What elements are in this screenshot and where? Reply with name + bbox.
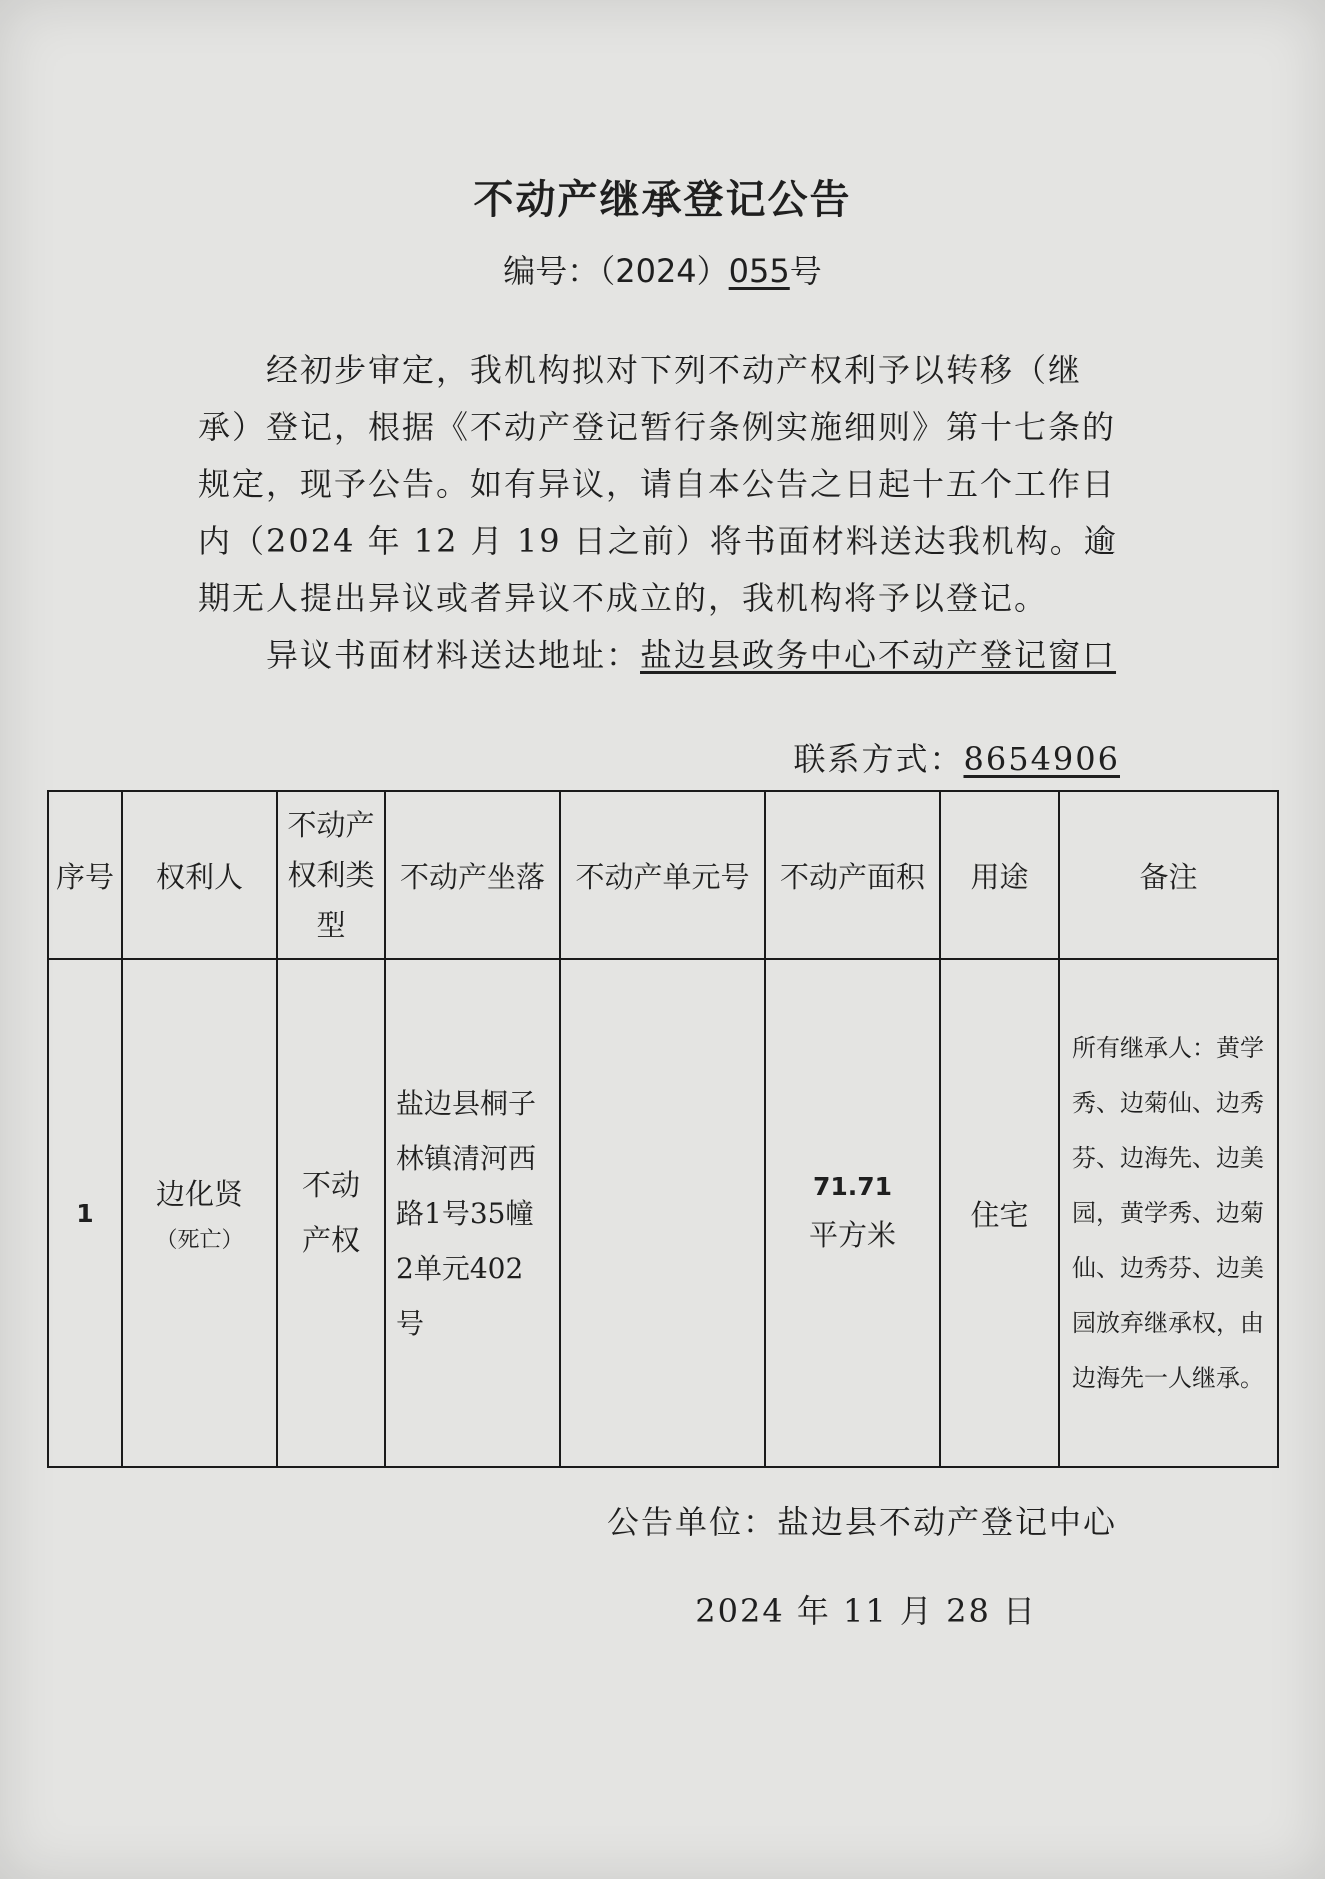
- area-unit: 平方米: [808, 1218, 896, 1252]
- objection-address-label: 异议书面材料送达地址：: [266, 636, 641, 674]
- notice-paragraph: 经初步审定，我机构拟对下列不动产权利予以转移（继承）登记，根据《不动产登记暂行条例实施细则》第十七条的规定，现予公告。如有异议，请自本公告之日起十五个工作日内（2024 年 12 月 19 日之前）将书面材料送达我机构。逾期无人提出异议或者异议不成立的，我机构将予以登记。: [198, 351, 1118, 617]
- issuer-label: 公告单位：: [606, 1503, 777, 1541]
- header-seq: 序号: [48, 791, 122, 959]
- contact-phone: 8654906: [963, 740, 1120, 778]
- notice-date: 2024 年 11 月 28 日: [695, 1592, 1037, 1630]
- area-value: 71.71: [812, 1172, 893, 1201]
- issuer: [607, 1497, 1117, 1543]
- document-number-prefix: 编号：（2024）: [503, 252, 729, 290]
- document-number: [0, 246, 1325, 292]
- header-holder: 权利人: [122, 791, 277, 959]
- holder-name: 边化贤: [155, 1177, 243, 1211]
- header-remark: 备注: [1059, 791, 1278, 959]
- table-header-row: [48, 791, 1278, 959]
- objection-address-value: 盐边县政务中心不动产登记窗口: [640, 636, 1117, 674]
- header-unit-no: 不动产单元号: [560, 791, 765, 959]
- header-location: 不动产坐落: [385, 791, 560, 959]
- cell-area: [765, 959, 940, 1467]
- contact-info: [793, 734, 1120, 780]
- objection-address: [198, 627, 1122, 684]
- notice-title: 不动产继承登记公告: [473, 177, 852, 223]
- cell-usage: 住宅: [940, 959, 1059, 1467]
- header-usage: 用途: [940, 791, 1059, 959]
- document-number-value: 055: [728, 252, 790, 290]
- notice-body: [198, 342, 1122, 684]
- header-right-type: 不动产权利类型: [277, 791, 385, 959]
- cell-holder: [122, 959, 277, 1467]
- cell-location: 盐边县桐子林镇清河西路1号35幢2单元402号: [385, 959, 560, 1467]
- cell-seq: 1: [48, 959, 122, 1467]
- header-area: 不动产面积: [765, 791, 940, 959]
- table-row: [48, 959, 1278, 1467]
- issuer-name: 盐边县不动产登记中心: [776, 1503, 1117, 1541]
- contact-label: 联系方式：: [793, 740, 964, 778]
- document-number-suffix: 号: [789, 252, 822, 290]
- holder-status: （死亡）: [155, 1228, 244, 1253]
- property-table: [47, 790, 1279, 1468]
- cell-right-type: 不动产权: [277, 959, 385, 1467]
- cell-remark: 所有继承人：黄学秀、边菊仙、边秀芬、边海先、边美园，黄学秀、边菊仙、边秀芬、边美园放弃继承权，由边海先一人继承。: [1059, 959, 1278, 1467]
- cell-unit-no: [560, 959, 765, 1467]
